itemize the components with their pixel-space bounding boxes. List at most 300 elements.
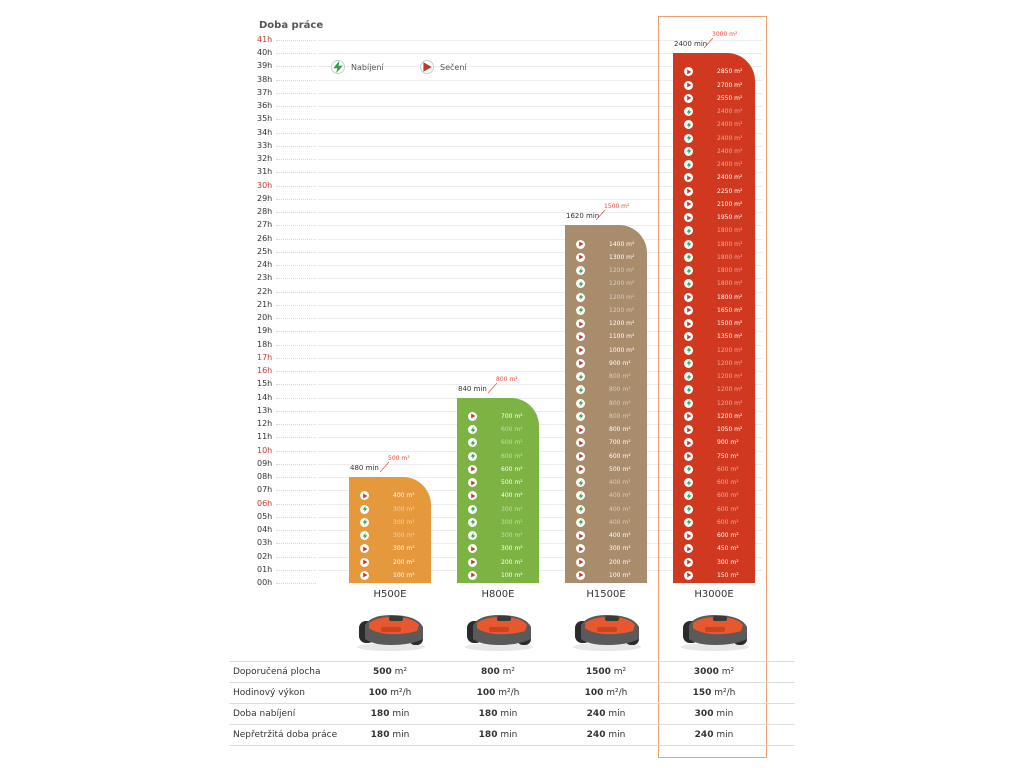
max-area-label: 3000 m² (712, 31, 738, 38)
callout-line (379, 461, 391, 473)
hour-label: 14h (257, 392, 273, 402)
axis-tick (276, 411, 316, 412)
bar-row (565, 397, 647, 410)
legend-item (331, 60, 384, 74)
max-area-label: 1500 m² (604, 203, 630, 211)
max-area-label: 500 m² (388, 455, 410, 462)
bar-area-value: 1200 m² (609, 280, 635, 288)
bar-area-value: 1200 m² (609, 267, 635, 274)
bar-area-value: 300 m² (501, 518, 523, 526)
bar-area-value: 500 m² (609, 465, 631, 473)
bar-area-value: 1500 m² (717, 320, 743, 327)
spec-row (229, 682, 795, 703)
hour-label: 07h (257, 485, 273, 495)
hour-label: 12h (257, 419, 273, 428)
axis-tick (276, 212, 316, 213)
hour-label: 20h (257, 313, 273, 322)
bar-area-value: 1800 m² (717, 253, 743, 261)
bar-area-value: 150 m² (717, 571, 739, 579)
bar-row (565, 370, 647, 383)
bolt-icon (468, 425, 477, 434)
bar-area-value: 1650 m² (717, 306, 743, 314)
hour-label: 28h (257, 207, 273, 216)
bar-area-value: 800 m² (609, 373, 631, 380)
bar-area-value: 1800 m² (717, 293, 743, 301)
bolt-icon (576, 399, 585, 408)
bolt-icon (468, 505, 477, 514)
bar-row (565, 357, 647, 370)
hour-label: 23h (257, 273, 273, 283)
bar-row (565, 383, 647, 396)
bar-area-value: 900 m² (717, 439, 739, 447)
bolt-icon (576, 293, 585, 302)
axis-tick (276, 557, 316, 558)
bar-area-value: 2400 m² (717, 161, 743, 168)
hour-label: 30h (257, 180, 273, 190)
bolt-icon (576, 306, 585, 315)
model-label: H3000E (694, 589, 734, 600)
bar-row (565, 476, 647, 489)
axis-tick (276, 477, 316, 478)
axis-tick (276, 331, 316, 332)
play-icon (576, 571, 585, 580)
bar-row (565, 410, 647, 423)
bar-area-value: 1950 m² (717, 214, 743, 221)
bar-row (457, 516, 539, 529)
axis-tick (276, 80, 316, 81)
bar-area-value: 600 m² (717, 479, 739, 486)
bar-area-value: 800 m² (609, 426, 631, 433)
axis-tick (276, 384, 316, 385)
bar-area-value: 300 m² (717, 558, 739, 566)
bar-row (349, 556, 431, 569)
bar-area-value: 1400 m² (609, 240, 635, 248)
bar-row (565, 238, 647, 251)
spec-value: 240 min (586, 730, 626, 740)
hour-label: 16h (257, 366, 273, 375)
bar-row (457, 410, 539, 423)
hour-label: 37h (257, 87, 273, 97)
axis-tick (276, 40, 316, 41)
bar-row (565, 304, 647, 317)
mower-image (459, 607, 539, 652)
legend-label: Sečení (440, 62, 467, 72)
play-icon (468, 558, 477, 567)
bar-area-value: 400 m² (609, 479, 631, 486)
axis-tick (276, 517, 316, 518)
bolt-icon (576, 491, 585, 500)
bar-row (457, 556, 539, 569)
bolt-icon (360, 531, 369, 540)
bar-area-value: 2250 m² (717, 187, 743, 195)
bolt-icon (576, 385, 585, 394)
hour-label: 21h (257, 299, 273, 309)
bar-row (457, 489, 539, 502)
axis-tick (276, 239, 316, 240)
callout-line (595, 209, 607, 221)
bar-row (457, 529, 539, 542)
bar-area-value: 200 m² (393, 558, 415, 566)
bar-area-value: 200 m² (501, 558, 523, 566)
chart-title: Doba práce (259, 20, 324, 31)
callout-line (487, 382, 499, 394)
axis-tick (276, 119, 316, 120)
bar-row (457, 476, 539, 489)
work-minutes-label: 2400 min (674, 40, 708, 48)
axis-tick (276, 265, 316, 266)
spec-label: Doporučená plocha (233, 667, 321, 677)
hour-label: 11h (257, 432, 273, 442)
bar-area-value: 300 m² (501, 505, 523, 513)
play-icon (576, 359, 585, 368)
axis-tick (276, 106, 316, 107)
hour-label: 34h (257, 127, 273, 137)
play-icon (468, 465, 477, 474)
play-icon (468, 412, 477, 421)
bar-row (457, 436, 539, 449)
bar-area-value: 600 m² (501, 426, 523, 433)
spec-value: 3000 m² (693, 667, 735, 677)
spec-value: 100 m²/h (476, 688, 520, 698)
bar-row (565, 251, 647, 264)
bolt-icon (468, 518, 477, 527)
work-minutes-label: 480 min (350, 464, 379, 472)
axis-tick (276, 199, 316, 200)
bar-row (349, 503, 431, 516)
bar-area-value: 600 m² (501, 452, 523, 460)
spec-value: 100 m²/h (584, 688, 628, 698)
bar-area-value: 2400 m² (717, 134, 743, 142)
axis-tick (276, 318, 316, 319)
hour-label: 10h (257, 445, 273, 455)
bolt-icon (468, 531, 477, 540)
bar-area-value: 400 m² (609, 492, 631, 500)
bar-area-value: 300 m² (393, 545, 415, 553)
play-icon (576, 544, 585, 553)
bar-area-value: 1200 m² (609, 293, 635, 301)
bar-area-value: 1800 m² (717, 240, 743, 248)
play-icon (576, 253, 585, 262)
bar-area-value: 2100 m² (717, 200, 743, 208)
spec-value: 180 min (478, 730, 518, 740)
axis-tick (276, 437, 316, 438)
hour-label: 17h (257, 352, 273, 362)
play-icon (468, 544, 477, 553)
bar-area-value: 300 m² (393, 505, 415, 513)
bar-row (565, 436, 647, 449)
bar-area-value: 1200 m² (717, 373, 743, 380)
spec-label: Nepřetržitá doba práce (233, 730, 338, 740)
axis-tick (276, 530, 316, 531)
hour-label: 22h (257, 286, 273, 296)
bar-area-value: 400 m² (609, 505, 631, 513)
play-icon (360, 544, 369, 553)
bar-area-value: 600 m² (609, 452, 631, 460)
bolt-icon (576, 279, 585, 288)
spec-value: 240 min (694, 730, 734, 740)
bar-area-value: 1800 m² (717, 280, 743, 288)
bar-area-value: 1800 m² (717, 227, 743, 235)
bar-area-value: 500 m² (501, 479, 523, 486)
spec-row (229, 661, 795, 682)
bar-row (565, 463, 647, 476)
work-minutes-label: 840 min (458, 384, 487, 393)
bar-area-value: 600 m² (717, 532, 739, 539)
bar-area-value: 300 m² (393, 532, 415, 539)
bar-area-value: 2400 m² (717, 108, 743, 115)
bar-row (349, 569, 431, 582)
spec-value: 180 min (478, 709, 518, 719)
axis-tick (276, 398, 316, 399)
bar-row (565, 423, 647, 436)
hour-label: 31h (257, 167, 273, 177)
axis-tick (276, 451, 316, 452)
hour-label: 38h (257, 74, 273, 84)
bolt-icon (576, 505, 585, 514)
bar-area-value: 400 m² (609, 518, 631, 526)
bar-area-value: 600 m² (501, 439, 523, 447)
bar-row (457, 503, 539, 516)
spec-row (229, 703, 795, 724)
hour-label: 00h (257, 578, 273, 587)
hour-label: 26h (257, 233, 273, 243)
hour-label: 08h (257, 472, 273, 481)
axis-tick (276, 252, 316, 253)
bar-area-value: 900 m² (609, 359, 631, 367)
axis-tick (276, 53, 316, 54)
bar-area-value: 2400 m² (717, 174, 743, 182)
bar-area-value: 450 m² (717, 545, 739, 553)
bar-area-value: 800 m² (609, 386, 631, 394)
legend-item (420, 60, 467, 74)
spec-value: 800 m² (480, 667, 516, 677)
bar-row (349, 542, 431, 555)
spec-label: Hodinový výkon (233, 688, 305, 698)
hour-label: 06h (257, 498, 273, 508)
hour-label: 41h (257, 34, 273, 44)
bar-area-value: 1300 m² (609, 253, 635, 261)
hour-label: 13h (257, 405, 273, 415)
bar-row (457, 450, 539, 463)
hour-label: 15h (257, 379, 273, 389)
play-icon (576, 465, 585, 474)
hour-label: 35h (257, 114, 273, 124)
hour-label: 05h (257, 511, 273, 521)
axis-tick (276, 371, 316, 372)
bar-row (565, 277, 647, 290)
axis-tick (276, 133, 316, 134)
bar-row (565, 344, 647, 357)
spec-label: Doba nabíjení (233, 709, 296, 719)
hour-label: 01h (257, 564, 273, 574)
bar-area-value: 200 m² (609, 558, 631, 566)
spec-value: 150 m²/h (692, 688, 736, 698)
hour-label: 40h (257, 48, 273, 57)
play-icon (468, 571, 477, 580)
axis-tick (276, 93, 316, 94)
hour-label: 04h (257, 525, 273, 534)
play-icon (420, 60, 434, 74)
axis-tick (276, 186, 316, 187)
h3000e-highlight-frame (658, 16, 767, 758)
bar-area-value: 100 m² (393, 571, 415, 579)
hour-label: 02h (257, 551, 273, 561)
bar-area-value: 2550 m² (717, 94, 743, 102)
bar-area-value: 1350 m² (717, 333, 743, 341)
axis-tick (276, 66, 316, 67)
max-area-label: 800 m² (496, 375, 518, 383)
spec-value: 100 m²/h (368, 688, 412, 698)
bar-area-value: 400 m² (393, 492, 415, 500)
spec-value: 500 m² (372, 667, 408, 677)
hour-label: 19h (257, 326, 273, 336)
hour-label: 25h (257, 246, 273, 256)
bolt-icon (360, 518, 369, 527)
model-label: H1500E (586, 589, 626, 600)
bar-area-value: 700 m² (609, 439, 631, 447)
bar-area-value: 1200 m² (717, 399, 743, 407)
bar-area-value: 2700 m² (717, 81, 743, 89)
axis-tick (276, 146, 316, 147)
spec-value: 240 min (586, 709, 626, 719)
bolt-icon (468, 452, 477, 461)
legend-label: Nabíjení (351, 62, 384, 72)
axis-tick (276, 504, 316, 505)
hour-label: 03h (257, 538, 273, 548)
axis-tick (276, 570, 316, 571)
axis-tick (276, 225, 316, 226)
play-icon (360, 558, 369, 567)
bar-h800e (457, 398, 539, 584)
bar-area-value: 100 m² (609, 571, 631, 579)
bar-area-value: 700 m² (501, 412, 523, 420)
model-label: H500E (373, 589, 407, 600)
hour-label: 29h (257, 193, 273, 203)
play-icon (576, 531, 585, 540)
bar-row (565, 317, 647, 330)
bar-area-value: 1800 m² (717, 267, 743, 274)
bolt-icon (360, 505, 369, 514)
axis-tick (276, 172, 316, 173)
hour-label: 27h (257, 220, 273, 230)
bar-area-value: 300 m² (393, 518, 415, 526)
bar-row (565, 450, 647, 463)
mower-image (351, 607, 431, 652)
bar-row (457, 542, 539, 555)
bolt-icon (576, 478, 585, 487)
bar-area-value: 600 m² (717, 492, 739, 500)
bar-row (565, 569, 647, 582)
bar-row (565, 489, 647, 502)
bar-area-value: 1100 m² (609, 333, 635, 341)
bolt-icon (576, 372, 585, 381)
hour-label: 18h (257, 339, 273, 349)
bar-area-value: 1200 m² (609, 306, 635, 314)
bar-h500e (349, 477, 431, 583)
play-icon (360, 491, 369, 500)
bar-area-value: 400 m² (609, 532, 631, 539)
bar-row (349, 529, 431, 542)
bar-area-value: 600 m² (501, 465, 523, 473)
play-icon (576, 558, 585, 567)
hour-label: 09h (257, 458, 273, 468)
table-bottom-border (229, 745, 795, 746)
bar-area-value: 300 m² (609, 545, 631, 553)
axis-tick (276, 583, 316, 584)
bolt-icon (576, 518, 585, 527)
bar-area-value: 1200 m² (717, 386, 743, 394)
hour-label: 36h (257, 101, 273, 110)
bar-row (565, 529, 647, 542)
axis-tick (276, 305, 316, 306)
play-icon (576, 332, 585, 341)
play-icon (360, 571, 369, 580)
axis-tick (276, 292, 316, 293)
bar-area-value: 600 m² (717, 518, 739, 526)
spec-row (229, 724, 795, 745)
bar-row (565, 264, 647, 277)
bar-area-value: 1200 m² (609, 320, 635, 327)
bar-row (457, 463, 539, 476)
bar-area-value: 1050 m² (717, 426, 743, 433)
bar-area-value: 800 m² (609, 399, 631, 407)
axis-tick (276, 159, 316, 160)
model-label: H800E (481, 589, 515, 600)
bar-row (565, 291, 647, 304)
bar-area-value: 750 m² (717, 452, 739, 460)
play-icon (468, 491, 477, 500)
hour-label: 32h (257, 154, 273, 163)
bolt-icon (576, 412, 585, 421)
play-icon (576, 240, 585, 249)
play-icon (576, 346, 585, 355)
mower-image (567, 607, 647, 652)
bar-area-value: 800 m² (609, 412, 631, 420)
work-minutes-label: 1620 min (566, 212, 600, 221)
spec-value: 1500 m² (585, 667, 627, 677)
axis-tick (276, 358, 316, 359)
bar-row (565, 556, 647, 569)
bar-row (565, 516, 647, 529)
bar-area-value: 600 m² (717, 465, 739, 473)
bolt-icon (576, 266, 585, 275)
bar-area-value: 2850 m² (717, 68, 743, 76)
bar-area-value: 300 m² (501, 545, 523, 553)
bar-area-value: 600 m² (717, 505, 739, 513)
axis-tick (276, 278, 316, 279)
bar-area-value: 1200 m² (717, 346, 743, 354)
spec-value: 180 min (370, 730, 410, 740)
bar-row (349, 516, 431, 529)
bar-area-value: 100 m² (501, 571, 523, 579)
axis-tick (276, 543, 316, 544)
bar-row (457, 423, 539, 436)
bar-row (457, 569, 539, 582)
play-icon (576, 425, 585, 434)
bar-row (349, 489, 431, 502)
bar-row (565, 503, 647, 516)
bar-area-value: 2400 m² (717, 121, 743, 129)
bar-area-value: 1000 m² (609, 346, 635, 354)
bar-h1500e (565, 225, 647, 583)
hour-label: 24h (257, 260, 273, 269)
bar-area-value: 2400 m² (717, 147, 743, 155)
play-icon (576, 319, 585, 328)
play-icon (468, 478, 477, 487)
spec-value: 180 min (370, 709, 410, 719)
axis-tick (276, 424, 316, 425)
play-icon (576, 438, 585, 447)
